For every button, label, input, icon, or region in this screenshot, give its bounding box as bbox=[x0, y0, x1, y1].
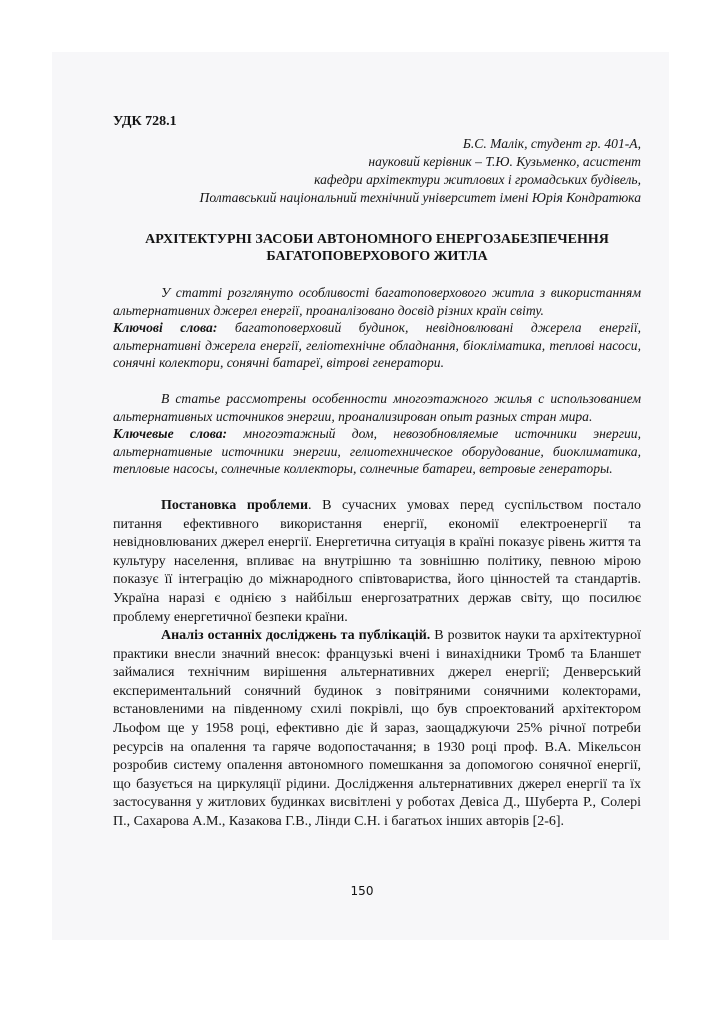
section-problem-statement bbox=[113, 497, 641, 627]
article-body bbox=[113, 497, 641, 832]
section-heading: Постановка проблеми bbox=[161, 497, 309, 513]
author-line: Б.С. Малік, студент гр. 401-А, bbox=[462, 136, 641, 151]
university-line: Полтавський національний технічний університет імені Юрія Кондратюка bbox=[199, 190, 641, 205]
keywords-paragraph bbox=[113, 319, 641, 372]
abstract-ukrainian bbox=[113, 284, 641, 372]
page-number: 150 bbox=[350, 884, 374, 898]
article-title bbox=[113, 231, 641, 265]
article-content bbox=[113, 113, 641, 832]
supervisor-line: науковий керівник – Т.Ю. Кузьменко, асистент bbox=[368, 154, 641, 169]
section-literature-review bbox=[113, 627, 641, 832]
title-line-2: БАГАТОПОВЕРХОВОГО ЖИТЛА bbox=[266, 249, 488, 264]
keywords-label: Ключевые слова: bbox=[113, 426, 228, 442]
section-text: В розвиток науки та архітектурної практики внесли значний внесок: французькі вчені і винахідники Тромб та Бланшет займалися технічним вирішення альтернативних джерел енергії; Денверський експериментальний сонячний будинок з повітряними сонячними колекторами, встановленими на південному схилі покрівлі, що був спроектований архітектором Льофом ще у 1958 році, ефективно діє й зараз, заощаджуючи 25% річної потреби ресурсів на опалення та гаряче водопостачання; в 1930 році проф. В.А. Мікельсон розробив систему опалення автономного помешкання за допомогою сонячної енергії, що базується на циркуляції рідини. Дослідження альтернативних джерел енергії та їх застосування у житлових будинках висвітлені у роботах Девіса Д., Шуберта Р., Солері П., Сахарова А.М., Казакова Г.В., Лінди С.Н. і багатьох інших авторів [2-6]. bbox=[113, 628, 641, 830]
title-line-1: АРХІТЕКТУРНІ ЗАСОБИ АВТОНОМНОГО ЕНЕРГОЗАБЕЗПЕЧЕННЯ bbox=[145, 232, 609, 247]
author-block bbox=[113, 135, 641, 207]
department-line: кафедри архітектури житлових і громадських будівель, bbox=[314, 172, 641, 187]
udk-code: УДК 728.1 bbox=[113, 114, 177, 129]
keywords-label: Ключові слова: bbox=[113, 320, 218, 336]
abstract-text: У статті розглянуто особливості багатоповерхового житла з використанням альтернативних джерел енергії, проаналізовано досвід різних країн світу. bbox=[113, 285, 641, 318]
keywords-list: многоэтажный дом, невозобновляемые источники энергии, альтернативные источники энергии, гелиотехническое оборудование, биоклиматика, тепловые насосы, солнечные коллекторы, солнечные батареи, ветровые генераторы. bbox=[113, 426, 641, 477]
keywords-paragraph bbox=[113, 425, 641, 478]
section-text: . В сучасних умовах перед суспільством постало питання ефективного використання енергії, економії електроенергії та невідновлюваних джерел енергії. Енергетична ситуація в країні показує рівень життя та культуру населення, впливає на внутрішню та зовнішню політику, певною мірою показує її інтеграцію до міжнародного співтовариства, його цінностей та стандартів. Україна наразі є однією з найбільш енергозатратних держав світу, що посилює проблему енергетичної безпеки країни. bbox=[113, 497, 641, 625]
section-heading: Аналіз останніх досліджень та публікацій. bbox=[161, 628, 431, 644]
abstract-russian bbox=[113, 390, 641, 478]
keywords-list: багатоповерховий будинок, невідновлювані джерела енергії, альтернативні джерела енергії, геліотехнічне обладнання, біокліматика, теплові насоси, сонячні колектори, сонячні батареї, вітрові генератори. bbox=[113, 320, 641, 371]
abstract-text: В статье рассмотрены особенности многоэтажного жилья с использованием альтернативных источников энергии, проанализирован опыт разных стран мира. bbox=[113, 390, 641, 424]
